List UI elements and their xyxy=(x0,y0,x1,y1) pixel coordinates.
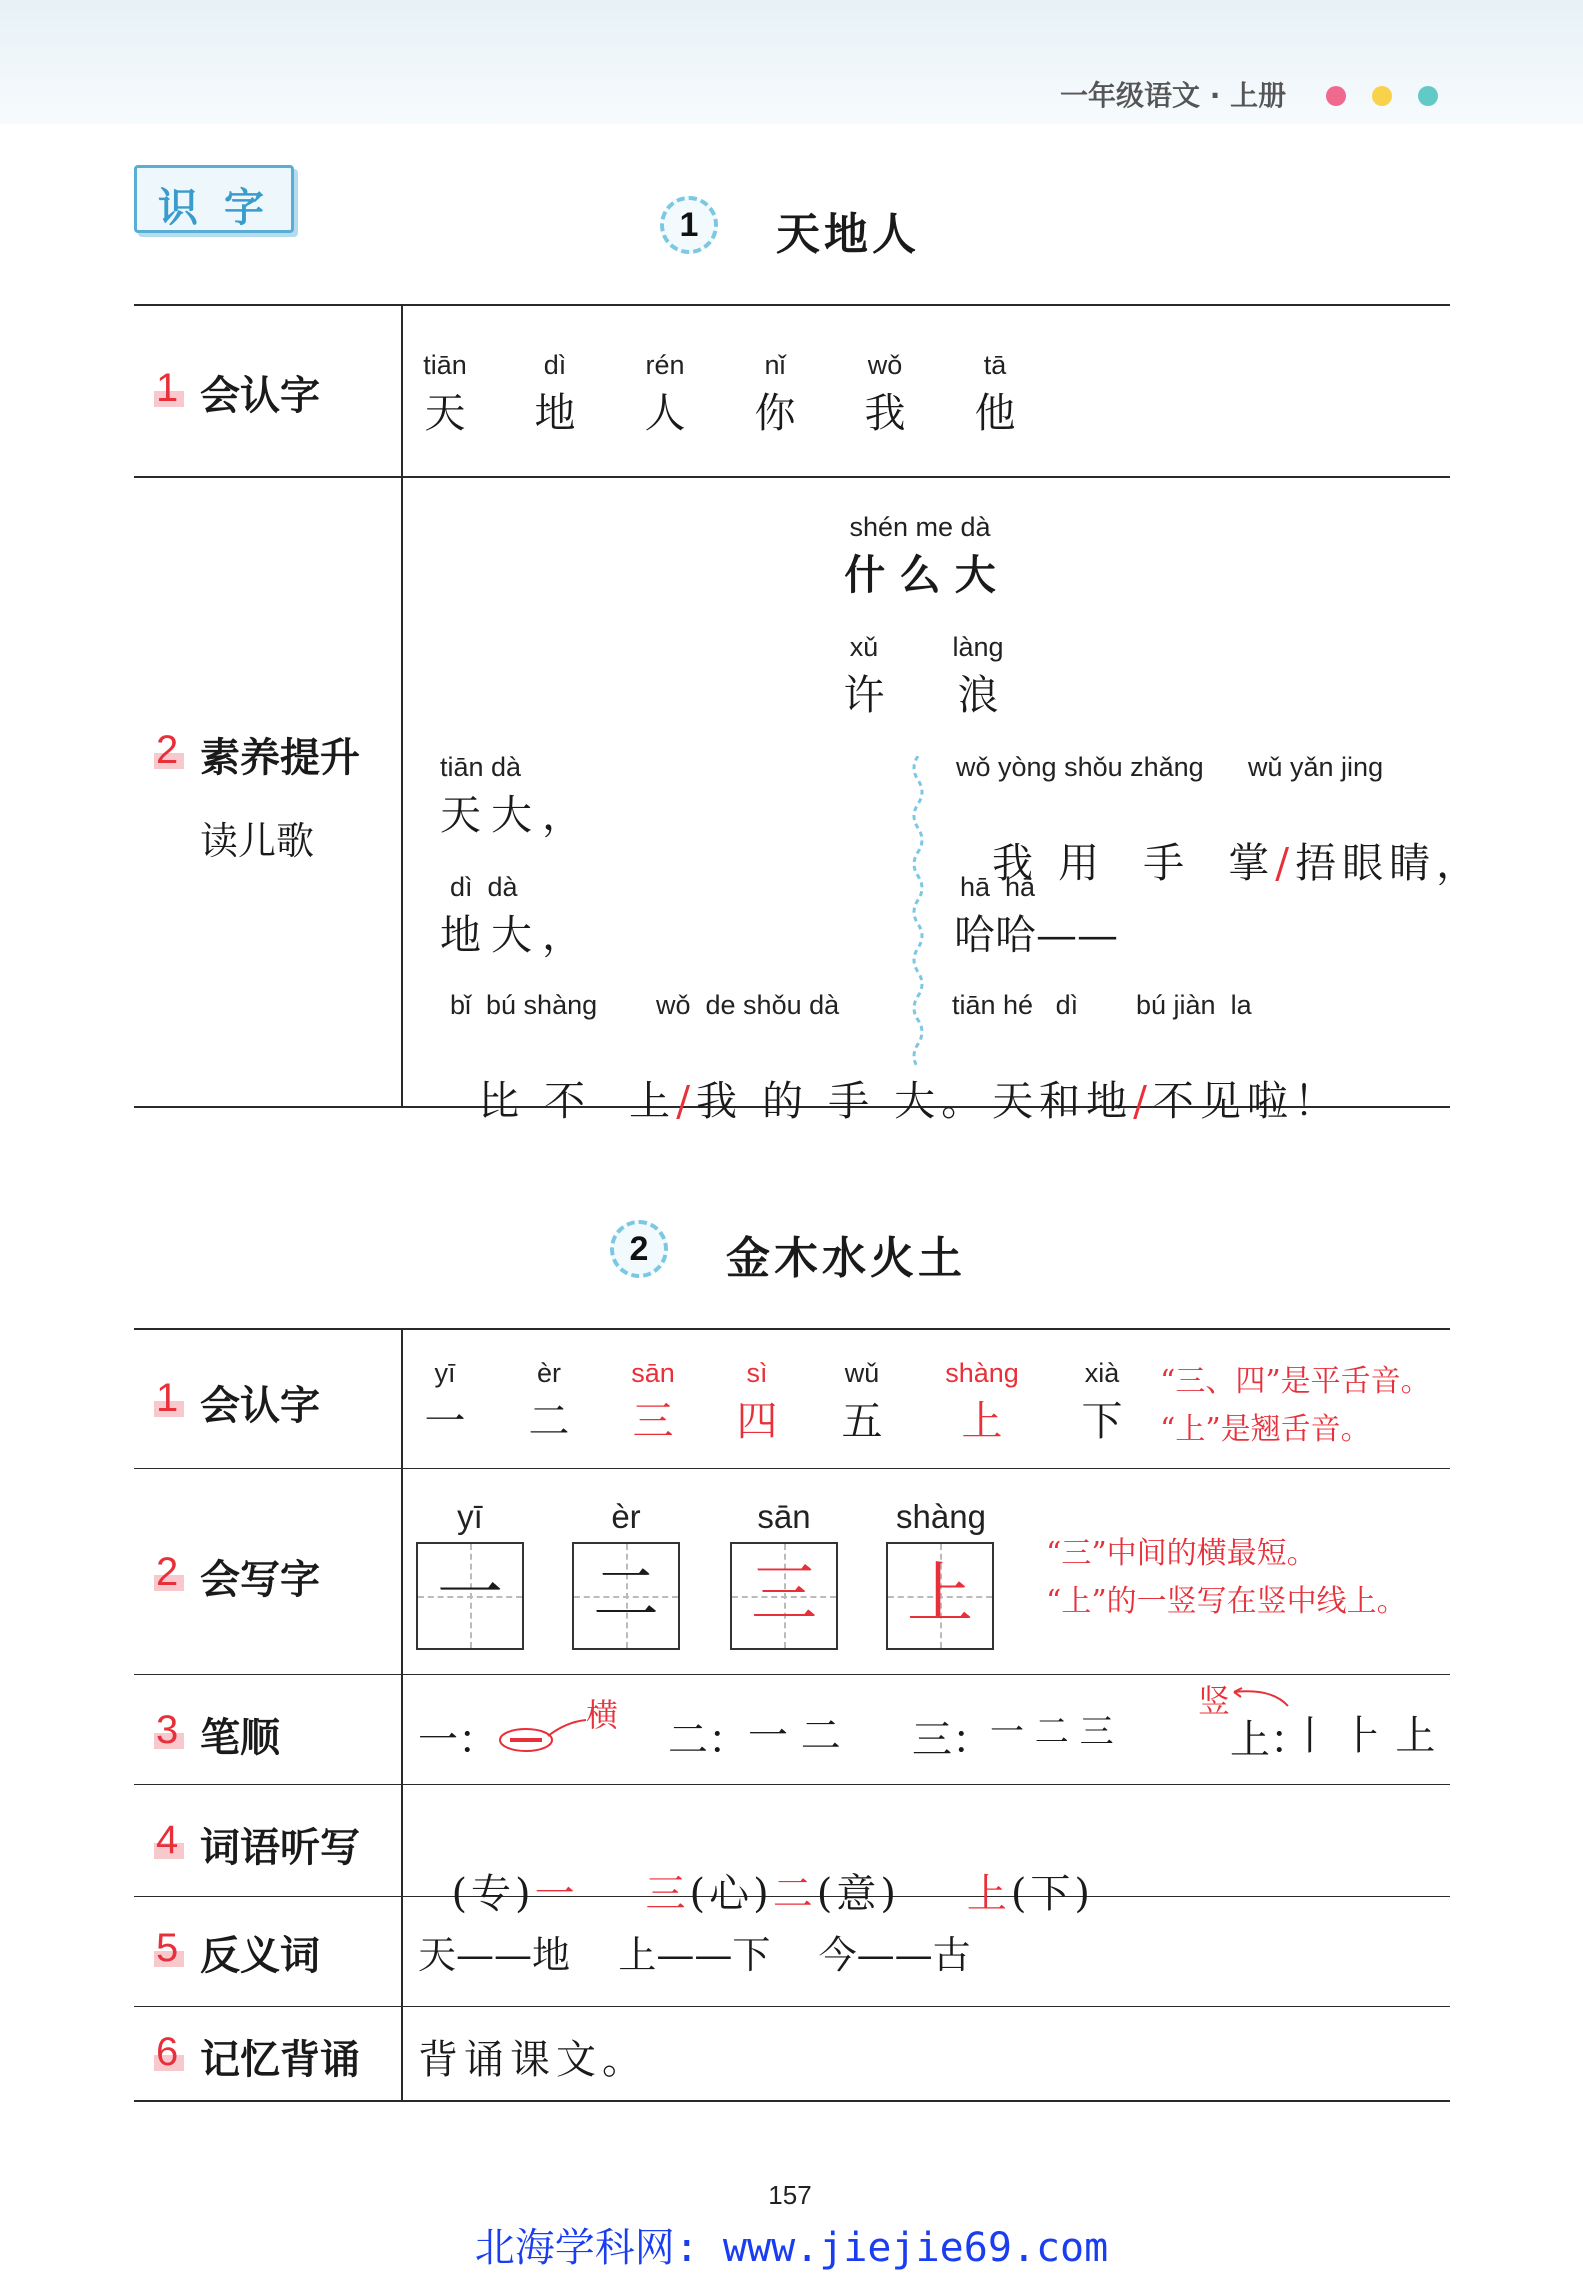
poem-line-pinyin: wǔ yǎn jing xyxy=(1248,752,1384,782)
rule xyxy=(134,304,1450,306)
poem-line: 哈哈—— xyxy=(954,911,1118,959)
hanzi: 三 xyxy=(632,1397,674,1445)
rule xyxy=(134,1674,1450,1675)
author-hanzi: 浪 xyxy=(957,671,999,719)
pinyin: xià xyxy=(1084,1358,1120,1388)
page-number: 157 xyxy=(768,2180,812,2210)
rule xyxy=(134,2100,1450,2102)
dot-teal-icon xyxy=(1418,86,1438,106)
hanzi: 地 xyxy=(534,389,576,437)
writing-grid xyxy=(572,1542,680,1650)
dictation-answer: 上 xyxy=(966,1871,1011,1917)
pinyin: yī xyxy=(434,1358,456,1388)
pinyin: sān xyxy=(631,1358,675,1388)
hanzi: 我 xyxy=(864,389,906,437)
poem-title: 什 么 大 xyxy=(844,551,996,599)
hanzi: 他 xyxy=(974,389,1016,437)
book-title: 一年级语文 · 上册 xyxy=(1060,79,1287,112)
hanzi: 上 xyxy=(907,1555,973,1632)
row-label: 会写字 xyxy=(200,1557,320,1603)
stroke-yi-label: 一： xyxy=(418,1717,498,1763)
poem-text: 天和地 xyxy=(992,1077,1134,1125)
author-hanzi: 许 xyxy=(843,671,885,719)
hanzi: 你 xyxy=(754,389,796,437)
section-badge-label: 识 字 xyxy=(158,184,270,231)
pinyin: wǒ xyxy=(867,350,903,380)
author-pinyin: xǔ xyxy=(849,632,879,662)
lesson2-title: 金木水火土 xyxy=(726,1233,966,1284)
row-label: 词语听写 xyxy=(200,1825,360,1871)
poem-line-pinyin: wǒ yòng shǒu zhǎng xyxy=(956,752,1204,782)
antonym-pairs: 天——地 上——下 今——古 xyxy=(418,1933,971,1977)
pinyin: shàng xyxy=(945,1358,1019,1388)
hanzi: 天 xyxy=(424,389,466,437)
pinyin: rén xyxy=(645,350,685,380)
poem-line: 地大， xyxy=(440,911,593,959)
poem-line-pinyin: tiān hé dì xyxy=(952,990,1079,1020)
pinyin: shàng xyxy=(896,1498,986,1535)
poem-text: 我 的 手 大。 xyxy=(696,1077,989,1125)
poem-text: 不见啦！ xyxy=(1152,1077,1341,1125)
dot-pink-icon xyxy=(1326,86,1346,106)
row-number: 5 xyxy=(156,1926,179,1970)
lesson1-number: 1 xyxy=(660,196,718,254)
stroke-heng-label: 横 xyxy=(586,1696,619,1734)
row-label: 会认字 xyxy=(200,373,320,419)
rule xyxy=(134,1784,1450,1785)
dictation-word: (意) xyxy=(816,1871,900,1917)
rule xyxy=(134,476,1450,478)
hanzi: 五 xyxy=(841,1397,883,1445)
pinyin: tā xyxy=(983,350,1007,380)
writing-grid xyxy=(416,1542,524,1650)
poem-title-pinyin: shén me dà xyxy=(849,512,991,542)
watermark: 北海学科网: www.jiejie69.com xyxy=(474,2225,1109,2271)
row-number: 2 xyxy=(156,1550,179,1594)
pinyin: yī xyxy=(457,1498,483,1535)
hanzi: 下 xyxy=(1081,1397,1123,1445)
stroke-heng-icon xyxy=(496,1706,592,1756)
pinyin: tiān xyxy=(423,350,467,380)
poem-text: 捂眼睛， xyxy=(1295,839,1484,887)
annotation: “上”是翘舌音。 xyxy=(1160,1412,1371,1447)
pinyin: èr xyxy=(611,1498,641,1535)
dictation-answer: 二 xyxy=(772,1871,817,1917)
stroke-er-label: 二： xyxy=(668,1717,748,1763)
stroke-san-label: 三： xyxy=(912,1717,992,1763)
lesson2-number: 2 xyxy=(610,1220,668,1278)
column-divider xyxy=(401,1328,403,2102)
stroke-san-steps: 一 二 三 xyxy=(990,1712,1114,1752)
hanzi: 三 xyxy=(751,1555,817,1632)
section-badge xyxy=(134,165,294,233)
column-divider xyxy=(401,304,403,1108)
poem-line-pinyin: hā hā xyxy=(960,872,1036,902)
hanzi: 二 xyxy=(593,1555,659,1632)
pinyin: sān xyxy=(757,1498,811,1535)
hanzi: 一 xyxy=(424,1397,466,1445)
wavy-divider xyxy=(906,756,930,1068)
poem-line-pinyin: dì dà xyxy=(450,872,518,902)
pinyin: nǐ xyxy=(764,350,786,380)
dictation-answer: 三 xyxy=(645,1871,690,1917)
poem-text: 我 用 手 掌 xyxy=(992,839,1276,887)
row-number: 4 xyxy=(156,1818,179,1862)
poem-line-pinyin: wǒ de shǒu dà xyxy=(656,990,840,1020)
lesson1-title: 天地人 xyxy=(776,209,920,260)
row-number: 2 xyxy=(156,728,179,772)
pinyin: èr xyxy=(536,1358,561,1388)
rule xyxy=(134,1328,1450,1330)
poem-line xyxy=(954,1020,1341,1127)
poem-line-pinyin: bǐ bú shàng xyxy=(450,990,598,1020)
hanzi: 四 xyxy=(736,1397,778,1445)
row-label: 笔顺 xyxy=(200,1715,280,1761)
row-label: 会认字 xyxy=(200,1383,320,1429)
poem-line-pinyin: tiān dà xyxy=(440,752,522,782)
poem-line-pinyin: bú jiàn la xyxy=(1136,990,1252,1020)
row-number: 3 xyxy=(156,1708,179,1752)
row-label: 记忆背诵 xyxy=(200,2037,360,2083)
row-label: 反义词 xyxy=(200,1933,320,1979)
stroke-shu-label: 竖 xyxy=(1198,1682,1231,1720)
hanzi: 二 xyxy=(528,1397,570,1445)
pinyin: sì xyxy=(746,1358,768,1388)
pause-slash: / xyxy=(1133,1077,1153,1125)
rule xyxy=(134,2006,1450,2007)
stroke-shang-steps: 丨 ⺊ 上 xyxy=(1290,1713,1436,1759)
poem-line: 天大， xyxy=(440,791,593,839)
author-pinyin: làng xyxy=(952,632,1004,662)
rule xyxy=(134,1468,1450,1469)
pause-slash: / xyxy=(676,1077,697,1125)
row-number: 6 xyxy=(156,2030,179,2074)
dictation-line xyxy=(418,1816,1094,1919)
pause-slash: / xyxy=(1275,839,1296,887)
row-number: 1 xyxy=(156,366,179,410)
header-band xyxy=(0,0,1583,124)
dot-yellow-icon xyxy=(1372,86,1392,106)
pinyin: dì xyxy=(543,350,567,380)
dictation-word: (下) xyxy=(1010,1871,1095,1917)
dictation-word: (专) xyxy=(451,1871,535,1917)
row-number: 1 xyxy=(156,1376,179,1420)
row-sublabel: 读儿歌 xyxy=(200,819,315,863)
hanzi: 一 xyxy=(437,1555,503,1632)
pinyin: wǔ xyxy=(844,1358,880,1388)
dictation-word: (心) xyxy=(689,1871,773,1917)
writing-grid xyxy=(730,1542,838,1650)
memorize-text: 背诵课文。 xyxy=(418,2037,648,2083)
row-label: 素养提升 xyxy=(200,735,360,781)
annotation: “三、四”是平舌音。 xyxy=(1160,1364,1431,1399)
hanzi: 人 xyxy=(644,389,686,437)
writing-grid xyxy=(886,1542,994,1650)
dictation-answer: 一 xyxy=(534,1871,579,1917)
stroke-er-steps: 一 二 xyxy=(748,1713,841,1759)
poem-text: 比 不 上 xyxy=(478,1077,677,1125)
stroke-shang-label: 上： xyxy=(1230,1717,1310,1763)
annotation: “三”中间的横最短。 xyxy=(1046,1536,1317,1571)
hanzi: 上 xyxy=(961,1397,1003,1445)
annotation: “上”的一竖写在竖中线上。 xyxy=(1046,1584,1407,1619)
